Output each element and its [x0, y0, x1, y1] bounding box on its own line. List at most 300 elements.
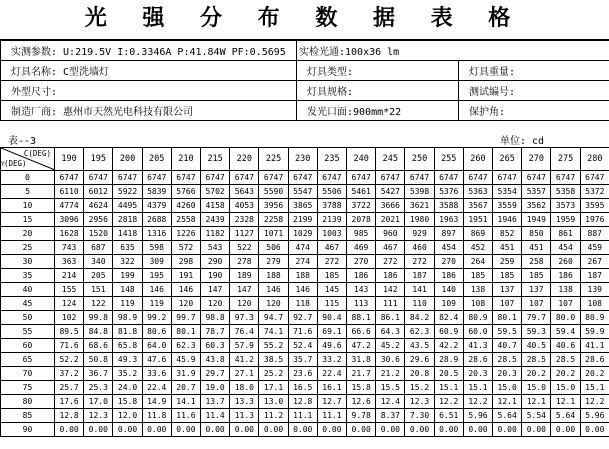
- intensity-cell: 1127: [230, 227, 259, 241]
- intensity-cell: 80.0: [551, 311, 580, 325]
- intensity-cell: 108: [463, 297, 492, 311]
- c-angle-header: 200: [113, 148, 142, 171]
- gamma-angle-cell: 50: [1, 311, 55, 325]
- intensity-cell: 107: [551, 297, 580, 311]
- intensity-cell: 98.9: [113, 311, 142, 325]
- intensity-cell: 188: [288, 269, 317, 283]
- intensity-cell: 24.0: [113, 381, 142, 395]
- gamma-angle-cell: 55: [1, 325, 55, 339]
- intensity-cell: 80.6: [142, 325, 171, 339]
- intensity-cell: 64.0: [142, 339, 171, 353]
- intensity-cell: 1226: [171, 227, 200, 241]
- intensity-cell: 0.00: [434, 423, 463, 437]
- intensity-cell: 6747: [142, 171, 171, 185]
- c-angle-header: 230: [288, 148, 317, 171]
- intensity-cell: 41.1: [580, 339, 609, 353]
- gamma-angle-cell: 5: [1, 185, 55, 199]
- intensity-cell: 522: [230, 241, 259, 255]
- intensity-cell: 45.2: [376, 339, 405, 353]
- intensity-cell: 9.78: [347, 409, 376, 423]
- intensity-cell: 1963: [434, 213, 463, 227]
- intensity-cell: 12.3: [84, 409, 113, 423]
- intensity-cell: 31.9: [171, 367, 200, 381]
- intensity-cell: 3865: [288, 199, 317, 213]
- intensity-cell: 35.2: [113, 367, 142, 381]
- intensity-cell: 13.7: [201, 395, 230, 409]
- table-row: [1, 241, 609, 255]
- intensity-cell: 2558: [171, 213, 200, 227]
- intensity-cell: 0.00: [259, 423, 288, 437]
- intensity-cell: 259: [493, 255, 522, 269]
- intensity-cell: 29.6: [405, 353, 434, 367]
- intensity-cell: 5427: [376, 185, 405, 199]
- intensity-cell: 88.1: [347, 311, 376, 325]
- intensity-cell: 138: [463, 283, 492, 297]
- intensity-cell: 186: [376, 269, 405, 283]
- intensity-cell: 6747: [230, 171, 259, 185]
- intensity-cell: 122: [84, 297, 113, 311]
- intensity-cell: 5357: [522, 185, 551, 199]
- intensity-cell: 20.8: [405, 367, 434, 381]
- intensity-cell: 12.8: [55, 409, 84, 423]
- intensity-cell: 155: [55, 283, 84, 297]
- intensity-cell: 151: [84, 283, 113, 297]
- intensity-cell: 290: [201, 255, 230, 269]
- intensity-cell: 5354: [493, 185, 522, 199]
- gamma-angle-cell: 30: [1, 255, 55, 269]
- intensity-cell: 66.6: [347, 325, 376, 339]
- intensity-cell: 140: [434, 283, 463, 297]
- intensity-cell: 6747: [259, 171, 288, 185]
- intensity-cell: 16.5: [288, 381, 317, 395]
- table-row: [1, 255, 609, 269]
- intensity-cell: 0.00: [230, 423, 259, 437]
- intensity-cell: 451: [522, 241, 551, 255]
- intensity-cell: 33.2: [317, 353, 346, 367]
- intensity-cell: 6747: [288, 171, 317, 185]
- intensity-cell: 80.9: [580, 311, 609, 325]
- intensity-cell: 80.9: [463, 311, 492, 325]
- intensity-cell: 6747: [84, 171, 113, 185]
- intensity-cell: 0.00: [84, 423, 113, 437]
- intensity-cell: 143: [347, 283, 376, 297]
- intensity-cell: 185: [317, 269, 346, 283]
- intensity-cell: 86.1: [376, 311, 405, 325]
- aperture: 发光口面:900mm*22: [297, 101, 459, 121]
- intensity-cell: 278: [230, 255, 259, 269]
- intensity-cell: 59.9: [580, 325, 609, 339]
- intensity-cell: 12.1: [493, 395, 522, 409]
- intensity-cell: 189: [230, 269, 259, 283]
- intensity-cell: 137: [493, 283, 522, 297]
- intensity-cell: 5461: [347, 185, 376, 199]
- c-angle-header: 280: [580, 148, 609, 171]
- intensity-cell: 15.0: [493, 381, 522, 395]
- c-angle-header: 195: [84, 148, 113, 171]
- intensity-cell: 267: [580, 255, 609, 269]
- intensity-cell: 108: [580, 297, 609, 311]
- intensity-cell: 15.1: [580, 381, 609, 395]
- intensity-cell: 6012: [84, 185, 113, 199]
- intensity-cell: 3567: [463, 199, 492, 213]
- intensity-cell: 635: [113, 241, 142, 255]
- intensity-cell: 11.4: [201, 409, 230, 423]
- intensity-cell: 99.7: [171, 311, 200, 325]
- intensity-cell: 74.1: [259, 325, 288, 339]
- intensity-cell: 20.5: [434, 367, 463, 381]
- intensity-cell: 869: [463, 227, 492, 241]
- intensity-cell: 195: [142, 269, 171, 283]
- intensity-cell: 3621: [405, 199, 434, 213]
- intensity-cell: 118: [288, 297, 317, 311]
- intensity-cell: 60.3: [201, 339, 230, 353]
- intensity-cell: 71.6: [288, 325, 317, 339]
- intensity-cell: 15.0: [551, 381, 580, 395]
- table-row: [1, 381, 609, 395]
- intensity-cell: 20.2: [522, 367, 551, 381]
- intensity-cell: 3562: [522, 199, 551, 213]
- intensity-cell: 20.3: [463, 367, 492, 381]
- c-angle-header: 255: [434, 148, 463, 171]
- intensity-cell: 861: [551, 227, 580, 241]
- corner-cell: [1, 148, 55, 171]
- intensity-cell: 185: [493, 269, 522, 283]
- table-row: [1, 423, 609, 437]
- intensity-cell: 17.1: [259, 381, 288, 395]
- intensity-cell: 2439: [201, 213, 230, 227]
- intensity-cell: 99.2: [142, 311, 171, 325]
- intensity-cell: 81.8: [113, 325, 142, 339]
- intensity-cell: 107: [493, 297, 522, 311]
- intensity-cell: 469: [347, 241, 376, 255]
- intensity-cell: 260: [551, 255, 580, 269]
- intensity-cell: 5702: [201, 185, 230, 199]
- unit-label: 单位: cd: [500, 136, 545, 147]
- intensity-cell: 12.0: [113, 409, 142, 423]
- intensity-cell: 146: [171, 283, 200, 297]
- intensity-cell: 28.5: [493, 353, 522, 367]
- intensity-cell: 6747: [522, 171, 551, 185]
- intensity-cell: 0.00: [493, 423, 522, 437]
- intensity-cell: 1628: [55, 227, 84, 241]
- intensity-cell: 2021: [376, 213, 405, 227]
- intensity-cell: 30.6: [376, 353, 405, 367]
- intensity-cell: 190: [201, 269, 230, 283]
- intensity-cell: 6110: [55, 185, 84, 199]
- intensity-cell: 119: [113, 297, 142, 311]
- intensity-cell: 47.6: [142, 353, 171, 367]
- intensity-cell: 148: [113, 283, 142, 297]
- intensity-cell: 897: [434, 227, 463, 241]
- c-angle-header: 215: [201, 148, 230, 171]
- intensity-cell: 2078: [347, 213, 376, 227]
- intensity-cell: 38.5: [259, 353, 288, 367]
- intensity-cell: 15.2: [405, 381, 434, 395]
- intensity-cell: 15.1: [434, 381, 463, 395]
- table-row: [1, 171, 609, 185]
- intensity-cell: 102: [55, 311, 84, 325]
- intensity-cell: 6747: [405, 171, 434, 185]
- intensity-cell: 4624: [84, 199, 113, 213]
- intensity-cell: 40.7: [493, 339, 522, 353]
- intensity-cell: 960: [376, 227, 405, 241]
- intensity-cell: 0.00: [317, 423, 346, 437]
- intensity-cell: 15.1: [463, 381, 492, 395]
- intensity-cell: 76.4: [230, 325, 259, 339]
- gamma-angle-cell: 40: [1, 283, 55, 297]
- intensity-cell: 274: [288, 255, 317, 269]
- intensity-cell: 49.3: [113, 353, 142, 367]
- intensity-cell: 1071: [259, 227, 288, 241]
- intensity-cell: 2199: [288, 213, 317, 227]
- intensity-cell: 0.00: [580, 423, 609, 437]
- manufacturer: 制造厂商: 惠州市天然光电科技有限公司: [1, 101, 297, 121]
- intensity-cell: 6747: [463, 171, 492, 185]
- intensity-cell: 82.4: [434, 311, 463, 325]
- intensity-cell: 57.9: [230, 339, 259, 353]
- intensity-cell: 50.8: [84, 353, 113, 367]
- intensity-cell: 186: [551, 269, 580, 283]
- intensity-cell: 5398: [405, 185, 434, 199]
- intensity-cell: 52.2: [55, 353, 84, 367]
- c-angle-header: 270: [522, 148, 551, 171]
- gamma-angle-cell: 85: [1, 409, 55, 423]
- intensity-cell: 8.37: [376, 409, 405, 423]
- intensity-cell: 850: [522, 227, 551, 241]
- table-row: [1, 395, 609, 409]
- intensity-cell: 60.0: [463, 325, 492, 339]
- intensity-cell: 340: [84, 255, 113, 269]
- intensity-cell: 3722: [347, 199, 376, 213]
- header-row: [1, 148, 609, 171]
- gamma-angle-cell: 70: [1, 367, 55, 381]
- intensity-cell: 4158: [201, 199, 230, 213]
- intensity-cell: 3096: [55, 213, 84, 227]
- intensity-cell: 60.9: [434, 325, 463, 339]
- intensity-cell: 743: [55, 241, 84, 255]
- gamma-angle-cell: 10: [1, 199, 55, 213]
- intensity-cell: 5.96: [580, 409, 609, 423]
- table-row: [1, 409, 609, 423]
- intensity-cell: 146: [142, 283, 171, 297]
- intensity-cell: 5.54: [522, 409, 551, 423]
- intensity-cell: 115: [317, 297, 346, 311]
- intensity-cell: 15.8: [347, 381, 376, 395]
- intensity-cell: 4379: [142, 199, 171, 213]
- intensity-cell: 3595: [580, 199, 609, 213]
- intensity-cell: 55.2: [259, 339, 288, 353]
- intensity-cell: 97.3: [230, 311, 259, 325]
- intensity-cell: 1520: [84, 227, 113, 241]
- intensity-cell: 59.3: [522, 325, 551, 339]
- intensity-cell: 14.9: [142, 395, 171, 409]
- intensity-cell: 1003: [317, 227, 346, 241]
- table-row: [1, 325, 609, 339]
- intensity-cell: 5547: [288, 185, 317, 199]
- outline-size: 外型尺寸:: [1, 81, 297, 101]
- intensity-cell: 598: [142, 241, 171, 255]
- intensity-cell: 36.7: [84, 367, 113, 381]
- gamma-angle-cell: 90: [1, 423, 55, 437]
- intensity-cell: 454: [434, 241, 463, 255]
- table-row: [1, 185, 609, 199]
- intensity-cell: 12.7: [317, 395, 346, 409]
- intensity-cell: 205: [84, 269, 113, 283]
- gamma-angle-cell: 80: [1, 395, 55, 409]
- intensity-cell: 186: [434, 269, 463, 283]
- intensity-cell: 1182: [201, 227, 230, 241]
- intensity-cell: 20.3: [493, 367, 522, 381]
- intensity-cell: 80.1: [171, 325, 200, 339]
- lamp-name: 灯具名称: C型洗墙灯: [1, 61, 297, 81]
- lab-luminous-flux: 实检光通:100x36 lm: [297, 40, 609, 61]
- intensity-cell: 5839: [142, 185, 171, 199]
- intensity-cell: 5922: [113, 185, 142, 199]
- intensity-cell: 322: [113, 255, 142, 269]
- c-angle-header: 245: [376, 148, 405, 171]
- intensity-cell: 120: [171, 297, 200, 311]
- intensity-cell: 0.00: [142, 423, 171, 437]
- intensity-cell: 5643: [230, 185, 259, 199]
- intensity-cell: 84.8: [84, 325, 113, 339]
- gamma-angle-label: (DEG): [4, 159, 27, 168]
- intensity-cell: 28.5: [522, 353, 551, 367]
- intensity-cell: 107: [522, 297, 551, 311]
- intensity-cell: 146: [259, 283, 288, 297]
- c-angle-header: 205: [142, 148, 171, 171]
- intensity-cell: 5766: [171, 185, 200, 199]
- intensity-cell: 29.7: [201, 367, 230, 381]
- intensity-cell: 1029: [288, 227, 317, 241]
- intensity-cell: 33.6: [142, 367, 171, 381]
- intensity-cell: 68.6: [84, 339, 113, 353]
- intensity-cell: 20.7: [171, 381, 200, 395]
- intensity-cell: 12.1: [522, 395, 551, 409]
- intensity-cell: 22.4: [317, 367, 346, 381]
- intensity-cell: 188: [259, 269, 288, 283]
- intensity-cell: 186: [347, 269, 376, 283]
- intensity-cell: 13.3: [230, 395, 259, 409]
- intensity-cell: 6747: [347, 171, 376, 185]
- intensity-cell: 543: [201, 241, 230, 255]
- intensity-cell: 0.00: [463, 423, 492, 437]
- intensity-cell: 1980: [405, 213, 434, 227]
- intensity-cell: 12.8: [288, 395, 317, 409]
- intensity-cell: 78.7: [201, 325, 230, 339]
- intensity-cell: 12.2: [580, 395, 609, 409]
- table-row: [1, 213, 609, 227]
- gamma-angle-cell: 45: [1, 297, 55, 311]
- intensity-cell: 0.00: [171, 423, 200, 437]
- intensity-cell: 71.6: [55, 339, 84, 353]
- intensity-cell: 3588: [434, 199, 463, 213]
- intensity-cell: 687: [84, 241, 113, 255]
- table-row: [1, 199, 609, 213]
- c-angle-label: C(DEG): [23, 149, 51, 158]
- intensity-cell: 985: [347, 227, 376, 241]
- intensity-cell: 12.1: [551, 395, 580, 409]
- intensity-cell: 185: [463, 269, 492, 283]
- intensity-cell: 59.5: [493, 325, 522, 339]
- intensity-cell: 42.2: [434, 339, 463, 353]
- gamma-angle-cell: 15: [1, 213, 55, 227]
- intensity-cell: 146: [288, 283, 317, 297]
- intensity-cell: 6747: [434, 171, 463, 185]
- intensity-cell: 1976: [580, 213, 609, 227]
- intensity-cell: 12.3: [405, 395, 434, 409]
- intensity-cell: 3573: [551, 199, 580, 213]
- intensity-cell: 6747: [113, 171, 142, 185]
- intensity-cell: 6747: [171, 171, 200, 185]
- table-row: [1, 339, 609, 353]
- intensity-cell: 264: [463, 255, 492, 269]
- intensity-cell: 0.00: [288, 423, 317, 437]
- intensity-cell: 2328: [230, 213, 259, 227]
- gamma-angle-cell: 20: [1, 227, 55, 241]
- intensity-cell: 25.7: [55, 381, 84, 395]
- intensity-cell: 138: [551, 283, 580, 297]
- intensity-cell: 191: [171, 269, 200, 283]
- table-row: [1, 269, 609, 283]
- intensity-cell: 41.2: [230, 353, 259, 367]
- intensity-cell: 11.6: [171, 409, 200, 423]
- intensity-cell: 120: [259, 297, 288, 311]
- intensity-cell: 28.9: [434, 353, 463, 367]
- intensity-cell: 4260: [171, 199, 200, 213]
- intensity-cell: 40.6: [551, 339, 580, 353]
- intensity-cell: 6747: [580, 171, 609, 185]
- intensity-cell: 2139: [317, 213, 346, 227]
- intensity-cell: 451: [493, 241, 522, 255]
- intensity-cell: 4774: [55, 199, 84, 213]
- intensity-cell: 572: [171, 241, 200, 255]
- intensity-cell: 5372: [580, 185, 609, 199]
- intensity-cell: 2258: [259, 213, 288, 227]
- intensity-cell: 0.00: [405, 423, 434, 437]
- intensity-cell: 460: [405, 241, 434, 255]
- intensity-cell: 111: [376, 297, 405, 311]
- intensity-cell: 187: [580, 269, 609, 283]
- intensity-cell: 12.2: [434, 395, 463, 409]
- intensity-cell: 17.6: [55, 395, 84, 409]
- intensity-cell: 6.51: [434, 409, 463, 423]
- y-label: Y: [1, 161, 5, 168]
- intensity-cell: 4495: [113, 199, 142, 213]
- intensity-cell: 99.8: [84, 311, 113, 325]
- intensity-cell: 929: [405, 227, 434, 241]
- intensity-cell: 506: [259, 241, 288, 255]
- intensity-cell: 20.2: [580, 367, 609, 381]
- c-angle-header: 260: [463, 148, 492, 171]
- intensity-cell: 62.3: [405, 325, 434, 339]
- intensity-cell: 2956: [84, 213, 113, 227]
- intensity-cell: 28.6: [463, 353, 492, 367]
- intensity-cell: 3956: [259, 199, 288, 213]
- gamma-angle-cell: 0: [1, 171, 55, 185]
- intensity-cell: 185: [522, 269, 551, 283]
- intensity-cell: 199: [113, 269, 142, 283]
- intensity-cell: 147: [230, 283, 259, 297]
- intensity-cell: 258: [522, 255, 551, 269]
- gamma-angle-cell: 35: [1, 269, 55, 283]
- intensity-cell: 119: [142, 297, 171, 311]
- gamma-angle-cell: 75: [1, 381, 55, 395]
- intensity-cell: 279: [259, 255, 288, 269]
- intensity-table: [0, 147, 609, 437]
- intensity-cell: 1949: [522, 213, 551, 227]
- intensity-cell: 21.2: [376, 367, 405, 381]
- intensity-cell: 15.0: [522, 381, 551, 395]
